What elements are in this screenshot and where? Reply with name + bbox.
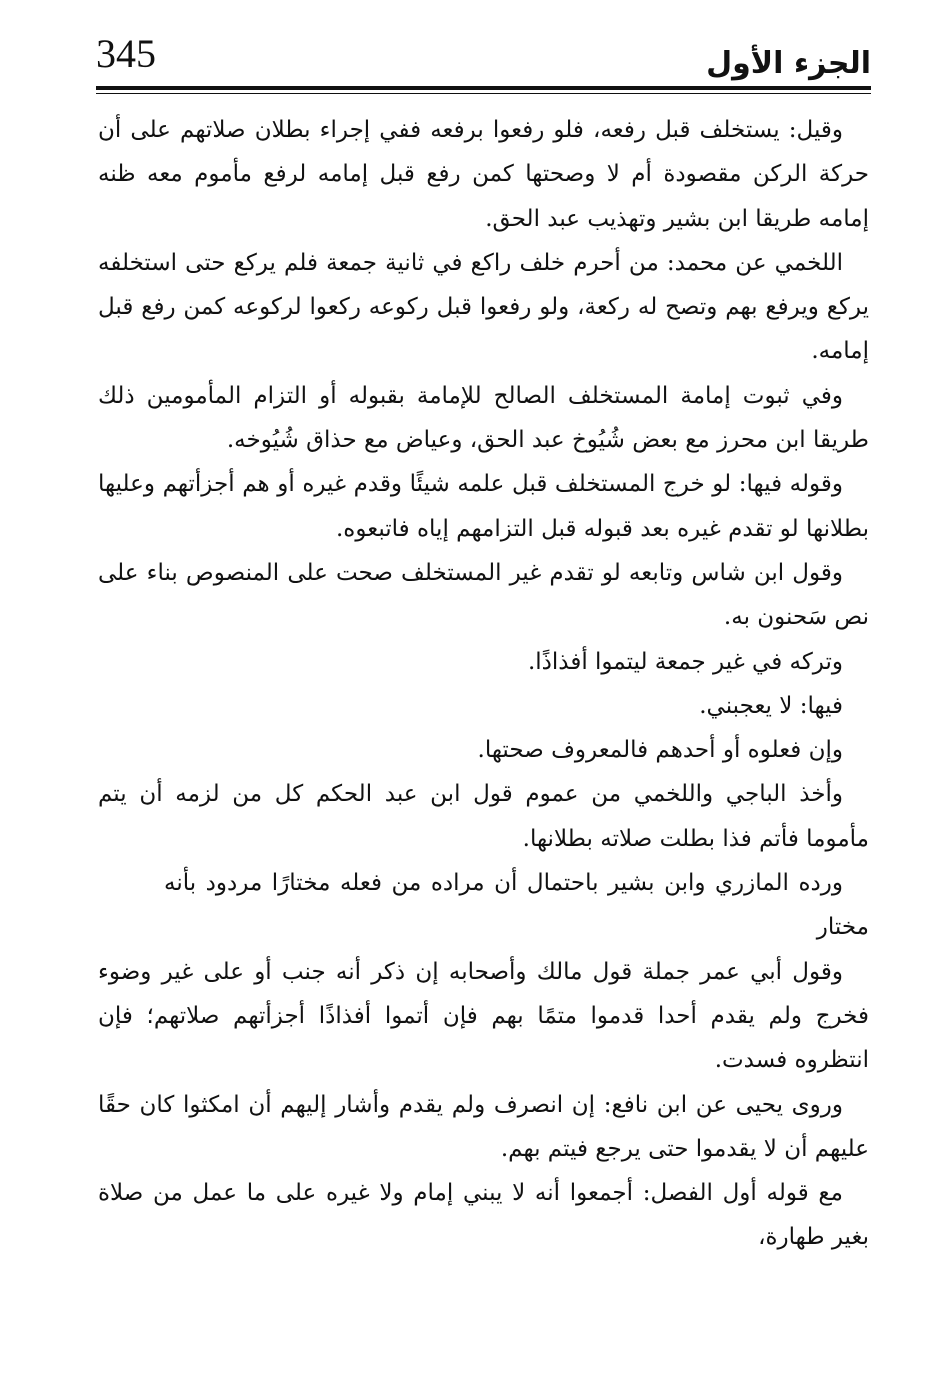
header-rule-thick xyxy=(96,86,871,90)
paragraph: وأخذ الباجي واللخمي من عموم قول ابن عبد الحكم كل من لزمه أن يتم مأموما فأتم فذا بطلت صلاته بطلانها. xyxy=(98,781,869,852)
paragraph: ورده المازري وابن بشير باحتمال أن مراده من فعله مختارًا مردود بأنه مختار xyxy=(164,870,869,941)
paragraph: وقول ابن شاس وتابعه لو تقدم غير المستخلف صحت على المنصوص بناء على نص سَحنون به. xyxy=(98,559,869,631)
body-text xyxy=(98,108,869,1260)
header-rule-thin xyxy=(96,93,871,94)
running-title: الجزء الأول xyxy=(706,46,871,81)
paragraph: وإن فعلوه أو أحدهم فالمعروف صحتها. xyxy=(477,737,843,764)
paragraph: فيها: لا يعجبني. xyxy=(699,692,843,719)
paragraph: وتركه في غير جمعة ليتموا أفذاذًا. xyxy=(527,648,843,675)
page-number: 345 xyxy=(96,31,156,76)
paragraph: اللخمي عن محمد: من أحرم خلف راكع في ثانية جمعة فلم يركع حتى استخلفه يركع ويرفع بهم وتصح له ركعة، ولو رفعوا قبل ركوعه ركعوا لركوعه كمن رفع قبل إمامه. xyxy=(98,249,869,365)
paragraph: مع قوله أول الفصل: أجمعوا أنه لا يبني إمام ولا غيره على ما عمل من صلاة بغير طهارة، xyxy=(98,1180,869,1251)
paragraph: وروى يحيى عن ابن نافع: إن انصرف ولم يقدم وأشار إليهم أن امكثوا كان حقًا عليهم أن لا يقدموا حتى يرجع فيتم بهم. xyxy=(98,1091,869,1162)
paragraph: وقول أبي عمر جملة قول مالك وأصحابه إن ذكر أنه جنب أو على غير وضوء فخرج ولم يقدم أحدا قدموا متمًا بهم فإن أتموا أفذاذًا أجزأتهم صلاتهم؛ فإن انتظروه فسدت. xyxy=(98,958,869,1074)
paragraph: وقيل: يستخلف قبل رفعه، فلو رفعوا برفعه ففي إجراء بطلان صلاتهم على أن حركة الركن مقصودة أم لا وصحتها كمن رفع قبل إمامه لرفع مأموم معه ظنه إمامه طريقا ابن بشير وتهذيب عبد الحق. xyxy=(98,117,869,232)
paragraph: وقوله فيها: لو خرج المستخلف قبل علمه شيئًا وقدم غيره أو هم أجزأتهم وعليها بطلانها لو تقدم غيره بعد قبوله قبل التزامهم إياه فاتبعوه. xyxy=(98,471,869,542)
paragraph: وفي ثبوت إمامة المستخلف الصالح للإمامة بقبوله أو التزام المأمومين ذلك طريقا ابن محرز مع بعض شُيُوخ عبد الحق، وعياض مع حذاق شُيُوخه. xyxy=(98,382,869,454)
